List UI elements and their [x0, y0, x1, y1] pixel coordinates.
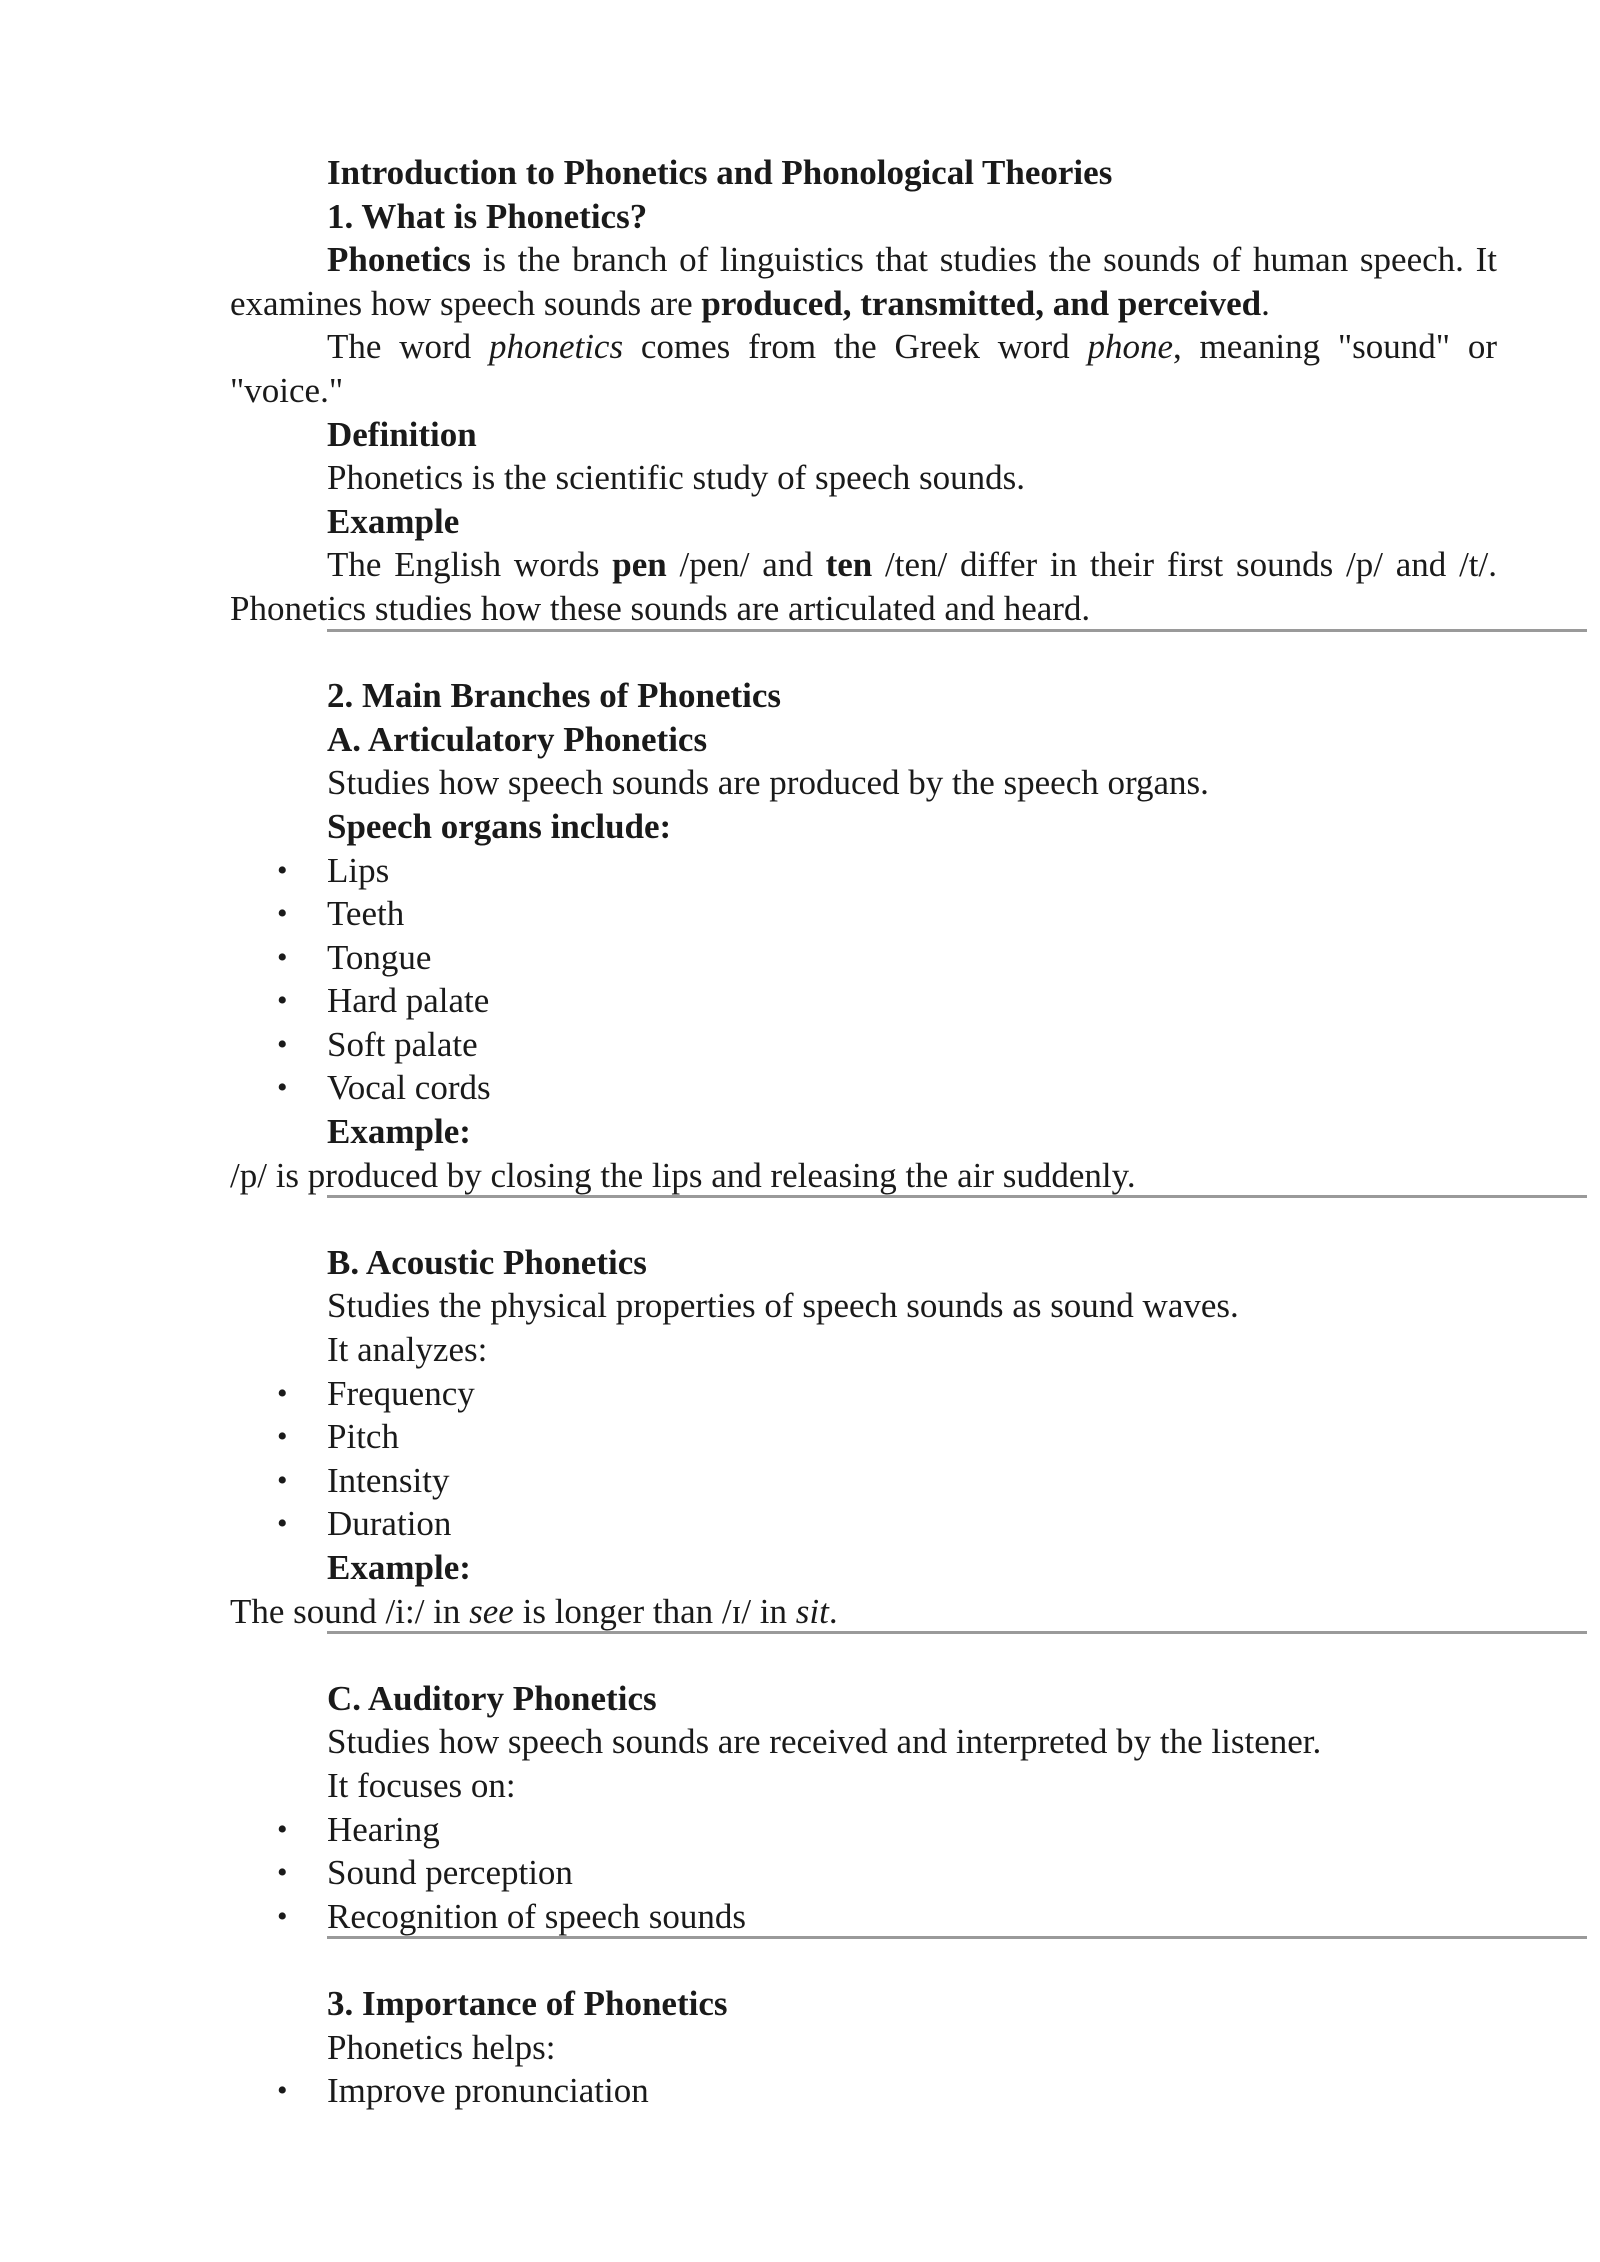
section-2a-heading: A. Articulatory Phonetics — [327, 719, 708, 759]
section-2c-heading: C. Auditory Phonetics — [327, 1678, 657, 1718]
section-2b-example-label: Example: — [327, 1548, 471, 1587]
list-item-text: Soft palate — [327, 1024, 478, 1064]
intro-end: . — [1261, 283, 1270, 323]
list-item — [230, 1808, 1497, 1852]
list-item — [230, 979, 1497, 1023]
acoustic-list — [230, 1372, 1497, 1546]
section-2-heading: 2. Main Branches of Phonetics — [327, 676, 782, 716]
example-word-ten: ten — [825, 545, 873, 585]
list-item — [230, 2069, 1497, 2113]
bullet-icon: • — [277, 1420, 288, 1454]
section-2b-example-text — [230, 1590, 1497, 1634]
definition-label: Definition — [327, 414, 477, 454]
section-2b-list-label: It analyzes: — [327, 1330, 488, 1370]
bullet-icon: • — [277, 1899, 288, 1933]
section-3-list-label: Phonetics helps: — [327, 2027, 556, 2067]
example-word-pen: pen — [612, 545, 667, 585]
origin-text-a: The word — [327, 327, 489, 367]
list-item — [230, 1851, 1497, 1895]
section-2b-heading: B. Acoustic Phonetics — [327, 1242, 647, 1282]
list-item — [230, 936, 1497, 980]
section-2a-example-text: /p/ is produced by closing the lips and releasing the air suddenly. — [230, 1155, 1136, 1195]
bullet-icon: • — [277, 897, 288, 931]
list-item-text: Frequency — [327, 1373, 475, 1413]
section-1-heading: 1. What is Phonetics? — [327, 196, 648, 236]
bullet-icon: • — [277, 1071, 288, 1105]
list-item-text: Tongue — [327, 937, 432, 977]
horizontal-rule — [327, 629, 1587, 632]
list-item-text: Teeth — [327, 894, 405, 934]
bullet-icon: • — [277, 853, 288, 887]
horizontal-rule — [327, 1195, 1587, 1198]
bullet-icon: • — [277, 1507, 288, 1541]
example-label: Example — [327, 501, 460, 541]
bullet-icon: • — [277, 1812, 288, 1846]
document-title: Introduction to Phonetics and Phonological Theories — [327, 153, 1113, 192]
intro-text: is the branch of linguistics that studies the sounds of human speech. It examines how speech sounds are — [230, 240, 1497, 323]
origin-greek: phone — [1087, 327, 1174, 367]
example-text-c: . — [828, 1591, 838, 1631]
bullet-icon: • — [277, 984, 288, 1018]
list-item — [230, 1895, 1497, 1939]
list-item-text: Pitch — [327, 1417, 399, 1457]
section-2a-example-label: Example: — [327, 1112, 471, 1152]
list-item-text: Intensity — [327, 1460, 450, 1500]
list-item-text: Improve pronunciation — [327, 2071, 649, 2111]
bullet-icon: • — [277, 1463, 288, 1497]
bullet-icon: • — [277, 1376, 288, 1410]
section-2c-desc: Studies how speech sounds are received and interpreted by the listener. — [327, 1722, 1322, 1762]
section-2b-desc: Studies the physical properties of speech sounds as sound waves. — [327, 1286, 1239, 1326]
list-item-text: Recognition of speech sounds — [327, 1896, 746, 1936]
list-item — [230, 1023, 1497, 1067]
list-item — [230, 1502, 1497, 1546]
example-text-a: The English words — [327, 545, 613, 585]
section-2a-list-label: Speech organs include: — [327, 806, 672, 846]
definition-text: Phonetics is the scientific study of speech sounds. — [327, 458, 1025, 498]
example-text-b: /pen/ and — [666, 545, 826, 585]
document-content — [230, 151, 1497, 2113]
list-item — [230, 1066, 1497, 1110]
example-word-see: see — [469, 1591, 514, 1631]
list-item-text: Lips — [327, 850, 390, 890]
auditory-list — [230, 1808, 1497, 1939]
speech-organs-list — [230, 849, 1497, 1111]
importance-list — [230, 2069, 1497, 2113]
origin-text-c: , meaning "sound" or "voice." — [230, 327, 1498, 410]
horizontal-rule — [327, 1631, 1587, 1634]
bullet-icon: • — [277, 1027, 288, 1061]
list-item-text: Sound perception — [327, 1853, 573, 1893]
section-2a-desc: Studies how speech sounds are produced by the speech organs. — [327, 763, 1209, 803]
bullet-icon: • — [277, 2074, 288, 2108]
section-1-intro — [230, 238, 1497, 325]
list-item — [230, 892, 1497, 936]
section-3-heading: 3. Importance of Phonetics — [327, 1983, 728, 2023]
list-item — [230, 1372, 1497, 1416]
section-2c-list-label: It focuses on: — [327, 1765, 516, 1805]
example-text-b: is longer than /ɪ/ in — [513, 1591, 796, 1631]
list-item-text: Hearing — [327, 1809, 440, 1849]
example-word-sit: sit — [795, 1591, 829, 1631]
section-1-example — [230, 543, 1497, 630]
bullet-icon: • — [277, 1856, 288, 1890]
section-1-origin — [230, 325, 1497, 412]
origin-word: phonetics — [488, 327, 624, 367]
intro-bold: produced, transmitted, and perceived — [701, 283, 1262, 323]
list-item-text: Hard palate — [327, 981, 490, 1021]
example-text-c: /ten/ differ in their first sounds /p/ and /t/. Phonetics studies how these sounds are articulated and heard. — [230, 545, 1497, 628]
list-item-text: Duration — [327, 1504, 452, 1544]
example-text-a: The sound /i:/ in — [230, 1591, 470, 1631]
list-item — [230, 1459, 1497, 1503]
intro-term: Phonetics — [327, 240, 471, 280]
horizontal-rule — [327, 1936, 1587, 1939]
origin-text-b: comes from the Greek word — [623, 327, 1088, 367]
list-item — [230, 1415, 1497, 1459]
list-item — [230, 849, 1497, 893]
list-item-text: Vocal cords — [327, 1068, 491, 1108]
bullet-icon: • — [277, 940, 288, 974]
